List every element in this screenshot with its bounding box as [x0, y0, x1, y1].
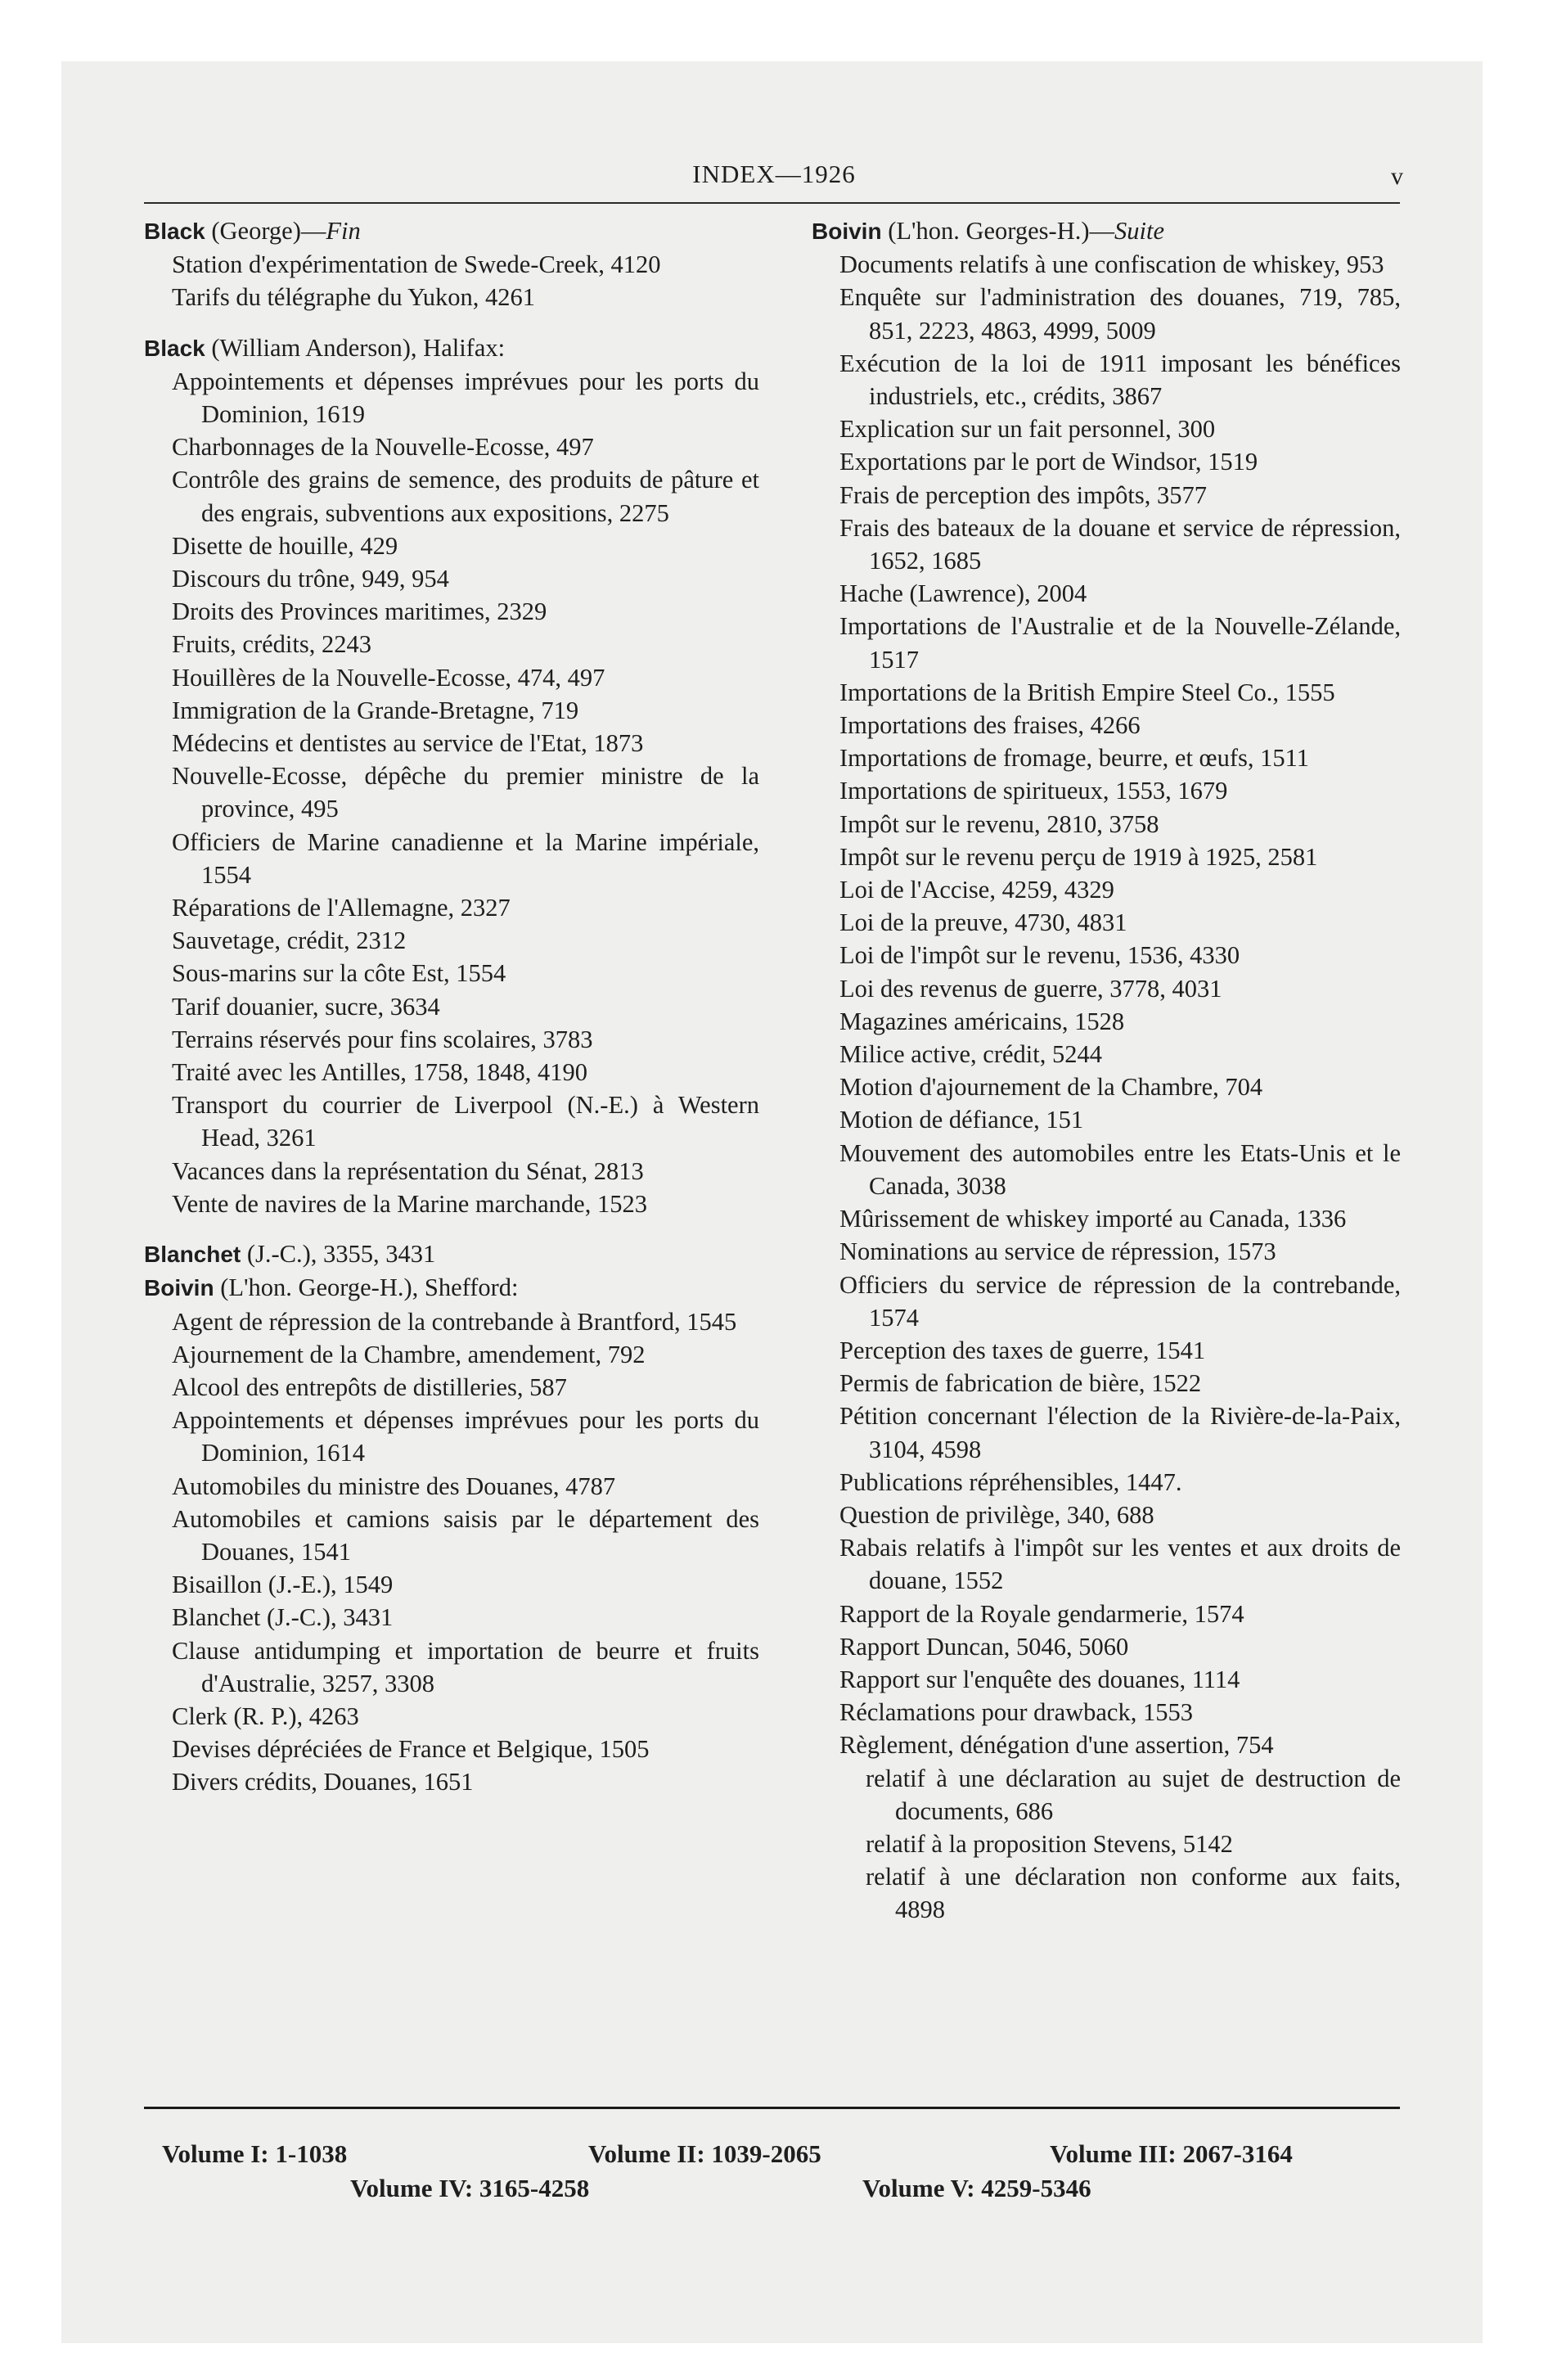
index-entry: Importations de la British Empire Steel Co., 1555 [839, 678, 1335, 706]
page-number: v [1391, 163, 1403, 190]
index-entry: Disette de houille, 429 [172, 531, 398, 560]
index-entry: Impôt sur le revenu perçu de 1919 à 1925, 2581 [839, 842, 1318, 871]
index-entry: Réclamations pour drawback, 1553 [839, 1698, 1193, 1727]
index-entry: Automobiles du ministre des Douanes, 4787 [172, 1472, 616, 1500]
index-entry: Règlement, dénégation d'une assertion, 754 [839, 1731, 1274, 1760]
heading-continuation: Suite [1114, 217, 1165, 245]
index-entry: Importations des fraises, 4266 [839, 711, 1141, 740]
index-entry: Houillères de la Nouvelle-Ecosse, 474, 497 [172, 663, 605, 692]
index-entry: Appointements et dépenses imprévues pour les ports du Dominion, 1619 [172, 367, 759, 429]
index-entry: Contrôle des grains de semence, des produits de pâture et des engrais, subventions aux expositions, 2275 [172, 466, 759, 527]
index-entry: Importations de spiritueux, 1553, 1679 [839, 777, 1228, 805]
index-entry: Automobiles et camions saisis par le département des Douanes, 1541 [172, 1504, 759, 1566]
index-entry: Terrains réservés pour fins scolaires, 3783 [172, 1025, 593, 1053]
index-subentry: relatif à une déclaration non conforme aux faits, 4898 [866, 1863, 1401, 1924]
heading-name: Blanchet [144, 1242, 241, 1268]
index-entry: Appointements et dépenses imprévues pour les ports du Dominion, 1614 [172, 1406, 759, 1467]
index-entry: Transport du courrier de Liverpool (N.-E.) à Western Head, 3261 [172, 1091, 759, 1152]
index-entry: Officiers de Marine canadienne et la Marine impériale, 1554 [172, 827, 759, 889]
left-column [144, 214, 759, 1799]
index-entry: Discours du trône, 949, 954 [172, 565, 449, 593]
index-entry: Officiers du service de répression de la contrebande, 1574 [839, 1270, 1401, 1332]
volume-4-range: Volume IV: 3165-4258 [350, 2174, 590, 2202]
index-entry: Hache (Lawrence), 2004 [839, 579, 1087, 608]
heading-detail: (William Anderson), Halifax: [205, 333, 506, 362]
index-entry: Tarif douanier, sucre, 3634 [172, 992, 440, 1021]
index-heading [144, 331, 759, 365]
index-entry: Loi des revenus de guerre, 3778, 4031 [839, 974, 1222, 1003]
index-entry: Vacances dans la représentation du Sénat, 2813 [172, 1156, 644, 1185]
index-entry: Traité avec les Antilles, 1758, 1848, 4190 [172, 1058, 588, 1087]
heading-detail: (George)— [205, 217, 326, 245]
heading-detail: (L'hon. Georges-H.)— [881, 217, 1115, 245]
index-entry: Documents relatifs à une confiscation de whiskey, 953 [839, 250, 1384, 279]
heading-name: Boivin [144, 1275, 214, 1301]
volume-1-range: Volume I: 1-1038 [162, 2139, 348, 2168]
index-heading [144, 1271, 759, 1305]
index-entry: Question de privilège, 340, 688 [839, 1500, 1154, 1529]
index-entry: Rabais relatifs à l'impôt sur les ventes et aux droits de douane, 1552 [839, 1534, 1401, 1595]
index-entry: Explication sur un fait personnel, 300 [839, 415, 1216, 444]
index-entry: Exécution de la loi de 1911 imposant les bénéfices industriels, etc., crédits, 3867 [839, 349, 1401, 411]
index-entry: Motion d'ajournement de la Chambre, 704 [839, 1073, 1263, 1102]
index-entry: Rapport sur l'enquête des douanes, 1114 [839, 1665, 1240, 1693]
index-heading [812, 214, 1401, 248]
index-heading [144, 1237, 759, 1271]
index-entry: Clerk (R. P.), 4263 [172, 1702, 359, 1730]
index-subentry: relatif à la proposition Stevens, 5142 [866, 1829, 1233, 1858]
index-entry: Magazines américains, 1528 [839, 1007, 1125, 1035]
index-entry: Publications répréhensibles, 1447. [839, 1467, 1182, 1496]
index-entry: Motion de défiance, 151 [839, 1106, 1084, 1134]
index-entry: Mouvement des automobiles entre les Etats-Unis et le Canada, 3038 [839, 1138, 1401, 1200]
index-entry: Charbonnages de la Nouvelle-Ecosse, 497 [172, 433, 594, 462]
heading-name: Boivin [812, 219, 882, 244]
heading-continuation: Fin [326, 217, 361, 245]
index-entry: Mûrissement de whiskey importé au Canada, 1336 [839, 1205, 1347, 1233]
heading-detail: (J.-C.), 3355, 3431 [241, 1240, 436, 1269]
volume-2-range: Volume II: 1039-2065 [588, 2139, 821, 2168]
index-subentry: relatif à une déclaration au sujet de destruction de documents, 686 [866, 1764, 1401, 1825]
index-entry: Frais des bateaux de la douane et service de répression, 1652, 1685 [839, 513, 1401, 575]
index-entry: Loi de l'impôt sur le revenu, 1536, 4330 [839, 941, 1240, 970]
index-entry: Impôt sur le revenu, 2810, 3758 [839, 809, 1159, 838]
index-entry: Vente de navires de la Marine marchande, 1523 [172, 1189, 647, 1218]
index-entry: Nominations au service de répression, 1573 [839, 1237, 1276, 1266]
index-entry: Droits des Provinces maritimes, 2329 [172, 597, 547, 626]
index-entry: Réparations de l'Allemagne, 2327 [172, 894, 511, 922]
index-entry: Clause antidumping et importation de beurre et fruits d'Australie, 3257, 3308 [172, 1636, 759, 1697]
index-entry: Sauvetage, crédit, 2312 [172, 926, 407, 955]
index-heading [144, 214, 759, 248]
index-entry: Blanchet (J.-C.), 3431 [172, 1603, 394, 1632]
index-entry: Loi de l'Accise, 4259, 4329 [839, 876, 1114, 904]
index-entry: Importations de fromage, beurre, et œufs, 1511 [839, 744, 1309, 773]
index-entry: Exportations par le port de Windsor, 1519 [839, 448, 1258, 476]
index-entry: Sous-marins sur la côte Est, 1554 [172, 959, 506, 988]
index-entry: Rapport de la Royale gendarmerie, 1574 [839, 1599, 1244, 1628]
index-entry: Agent de répression de la contrebande à Brantford, 1545 [172, 1307, 737, 1336]
index-entry: Fruits, crédits, 2243 [172, 630, 371, 659]
index-entry: Station d'expérimentation de Swede-Creek, 4120 [172, 250, 661, 279]
index-entry: Bisaillon (J.-E.), 1549 [172, 1571, 394, 1599]
index-entry: Enquête sur l'administration des douanes, 719, 785, 851, 2223, 4863, 4999, 5009 [839, 283, 1401, 345]
volume-3-range: Volume III: 2067-3164 [1050, 2139, 1293, 2168]
index-entry: Loi de la preuve, 4730, 4831 [839, 908, 1127, 937]
volume-5-range: Volume V: 4259-5346 [862, 2174, 1091, 2202]
index-entry: Divers crédits, Douanes, 1651 [172, 1768, 474, 1796]
right-column [812, 214, 1401, 1927]
heading-name: Black [144, 219, 205, 244]
index-entry: Rapport Duncan, 5046, 5060 [839, 1632, 1129, 1661]
index-entry: Alcool des entrepôts de distilleries, 587 [172, 1373, 567, 1401]
index-entry: Importations de l'Australie et de la Nouvelle-Zélande, 1517 [839, 612, 1401, 674]
page-title: INDEX—1926 [692, 160, 856, 188]
header-rule [144, 202, 1400, 204]
index-entry: Nouvelle-Ecosse, dépêche du premier ministre de la province, 495 [172, 762, 759, 823]
index-entry: Ajournement de la Chambre, amendement, 792 [172, 1340, 646, 1368]
index-entry: Milice active, crédit, 5244 [839, 1040, 1102, 1069]
index-entry: Frais de perception des impôts, 3577 [839, 480, 1207, 509]
heading-detail: (L'hon. George-H.), Shefford: [214, 1273, 519, 1302]
index-entry: Permis de fabrication de bière, 1522 [839, 1369, 1202, 1398]
index-entry: Tarifs du télégraphe du Yukon, 4261 [172, 283, 535, 312]
index-entry: Médecins et dentistes au service de l'Etat, 1873 [172, 729, 644, 758]
index-entry: Immigration de la Grande-Bretagne, 719 [172, 696, 579, 724]
heading-name: Black [144, 335, 205, 361]
index-entry: Devises dépréciées de France et Belgique, 1505 [172, 1735, 650, 1764]
footer-rule [144, 2107, 1400, 2109]
index-entry: Perception des taxes de guerre, 1541 [839, 1336, 1206, 1364]
index-entry: Pétition concernant l'élection de la Rivière-de-la-Paix, 3104, 4598 [839, 1402, 1401, 1463]
